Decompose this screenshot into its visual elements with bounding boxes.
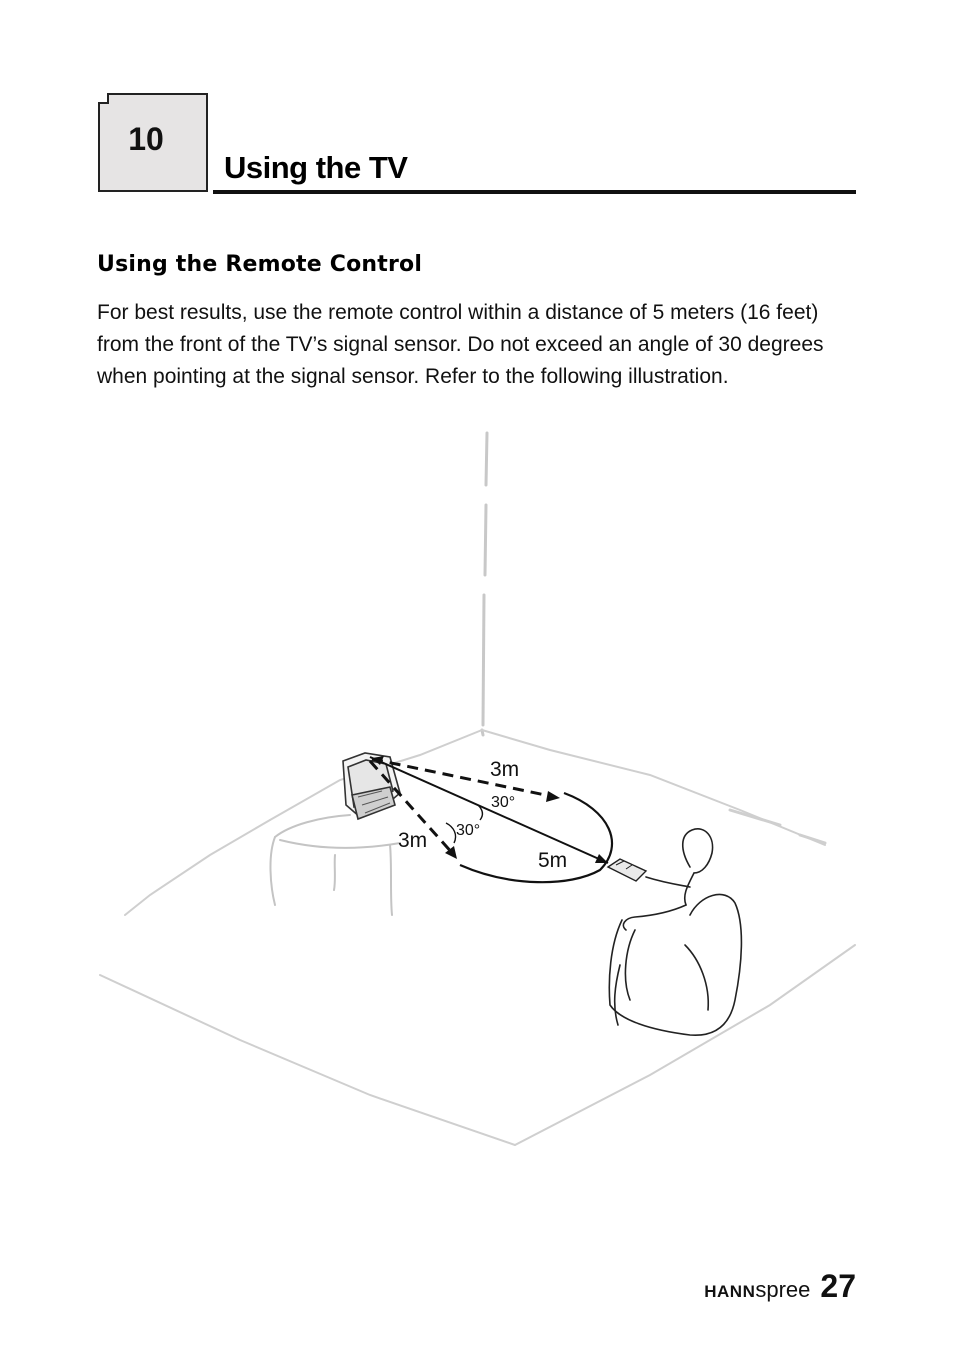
remote-range-illustration [90,425,870,1165]
lower-angle-label: 30° [456,822,481,839]
lower-distance-label: 3m [398,829,428,852]
viewer-figure [609,829,741,1035]
page-footer [704,1268,856,1305]
upper-angle-label: 30° [491,794,516,811]
page-number: 27 [820,1268,856,1304]
title-rule [213,190,856,194]
chapter-number: 10 [128,121,164,157]
remote-control-icon [608,859,646,881]
chapter-tab [98,93,208,191]
room-drawing [90,425,870,1165]
brand-logo-light: spree [755,1277,811,1302]
brand-logo-bold: HANN [704,1282,756,1301]
brand-logo [704,1277,810,1303]
body-paragraph: For best results, use the remote control within a distance of 5 meters (16 feet) from the front of the TV’s signal sensor. Do not exceed an angle of 30 degrees when pointing at the signal sensor. Refer to the following illustration. [97,301,824,388]
center-distance-label: 5m [538,849,568,872]
chapter-title: Using the TV [224,150,408,185]
section-heading: Using the Remote Control [97,252,423,277]
upper-distance-label: 3m [490,758,520,781]
